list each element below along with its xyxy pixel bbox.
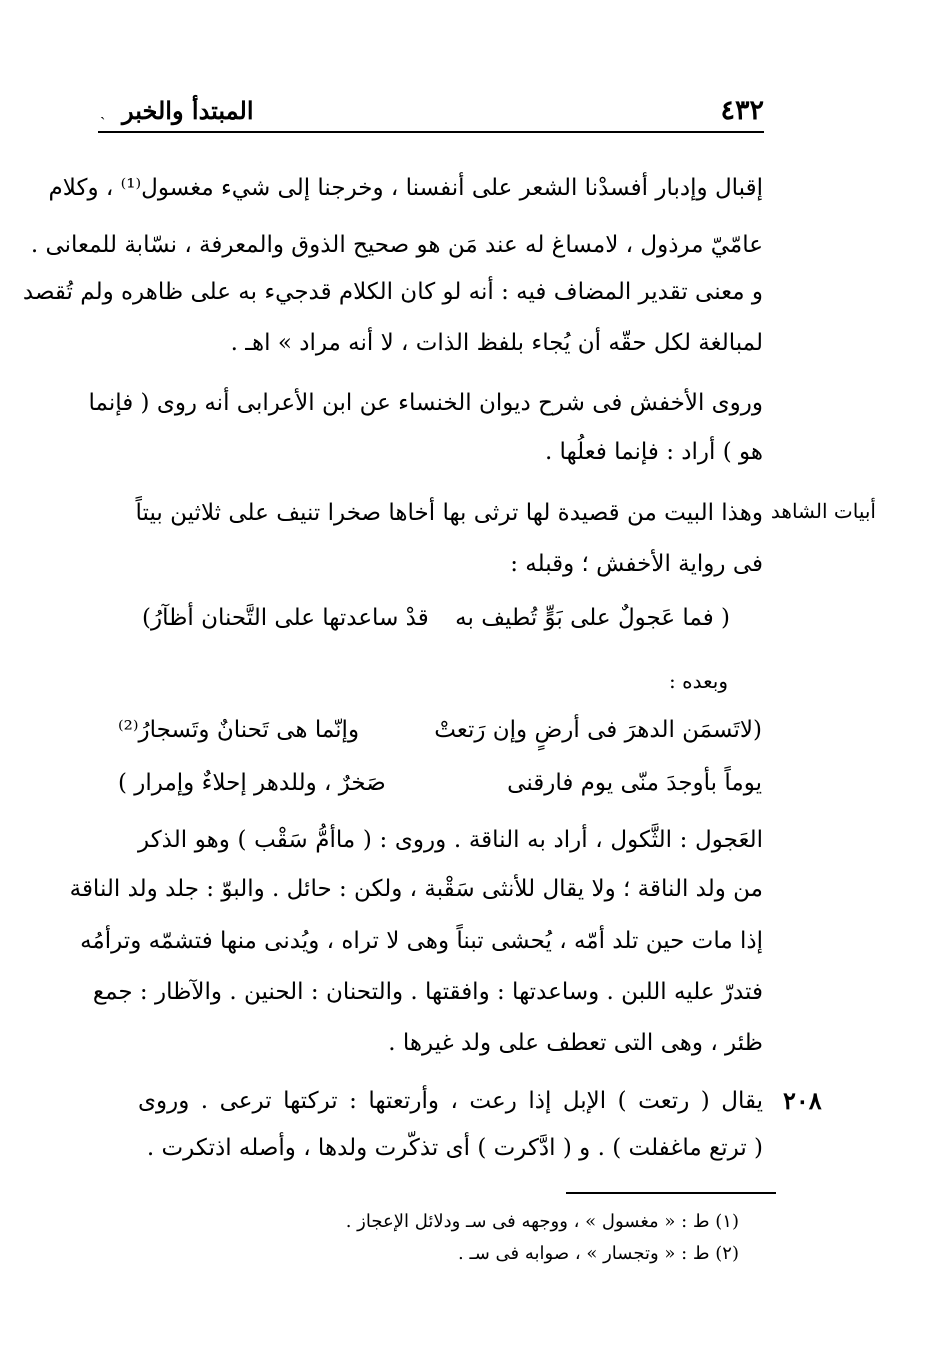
- header-mark: ˎ: [100, 101, 106, 120]
- text-line: فى رواية الأخفش ؛ وقبله :: [510, 551, 763, 577]
- verse-first-hemistich: يوماً بأوجدَ منّى يوم فارقنى: [507, 770, 762, 796]
- text-line: لمبالغة لكل حقّه أن يُجاء بلفظ الذات ، لا أنه مراد » اهـ .: [230, 330, 763, 356]
- text-line: ظئر ، وهى التى تعطف على ولد غيرها .: [388, 1030, 763, 1056]
- text-line: و معنى تقدير المضاف فيه : أنه لو كان الكلام قدجيء به على ظاهره ولم تُقصد: [22, 279, 763, 305]
- text-line: وهذا البيت من قصيدة لها ترثى بها أخاها صخرا تنيف على ثلاثين بيتاً: [135, 500, 763, 526]
- footnote: (١) ط : « مغسول » ، ووجهه فى سـ ودلائل الإعجاز .: [345, 1211, 739, 1232]
- text-line: يقال ( رتعت ) الإبل إذا رعت ، وأرتعتها : تركتها ترعى . وروى: [138, 1088, 763, 1114]
- text-line: عامّيّ مرذول ، لامساغ له عند مَن هو صحيح الذوق والمعرفة ، نسّابة للمعانى .: [30, 232, 763, 258]
- running-title: المبتدأ والخبر: [122, 96, 254, 125]
- verse-first-hemistich: ( فما عَجولٌ على بَوٍّ تُطيف به: [455, 605, 730, 631]
- after-label: وبعده :: [669, 669, 728, 693]
- verse-first-hemistich: (لاتَسمَن الدهرَ فى أرضٍ وإن رَتعتْ: [434, 717, 762, 743]
- margin-note: أبيات الشاهد: [770, 499, 876, 523]
- text-line: هو ) أراد : فإنما فعلُها .: [544, 439, 763, 465]
- text-line: ( ترتع ماغفلت ) . و ( ادَّكرت ) أى تذكّرت ولدها ، وأصله اذتكرت .: [146, 1135, 763, 1161]
- footnote: (٢) ط : « وتجسار » ، صوابه فى سـ .: [458, 1243, 739, 1264]
- footnote-rule: [566, 1192, 776, 1194]
- verse-second-hemistich: قدْ ساعدتها على التَّحنان أظآرُ): [142, 605, 429, 631]
- page-number: ٤٣٢: [720, 95, 764, 126]
- text-line: إذا مات حين تلد أمّه ، يُحشى تبناً وهى لا تراه ، ويُدنى منها فتشمّه وترأمُه: [80, 928, 763, 954]
- section-number: ٢٠٨: [783, 1086, 822, 1115]
- text-line: إقبال وإدبار أفسدْنا الشعر على أنفسنا ، وخرجنا إلى شيء مغسول⁽¹⁾ ، وكلام: [48, 175, 763, 201]
- verse-second-hemistich: صَخرٌ ، وللدهر إحلاءٌ وإمرار ): [118, 770, 386, 796]
- text-line: العَجول : الثَّكول ، أراد به الناقة . وروى : ( ماأمُّ سَقْب ) وهو الذكر: [138, 827, 763, 853]
- verse-second-hemistich: وإنّما هى تَحنانٌ وتَسجارُ⁽²⁾: [118, 717, 360, 743]
- text-line: فتدرّ عليه اللبن . وساعدتها : وافقتها . والتحنان : الحنين . والآظار : جمع: [92, 979, 763, 1005]
- text-line: وروى الأخفش فى شرح ديوان الخنساء عن ابن الأعرابى أنه روى ( فإنما: [88, 390, 763, 416]
- text-line: من ولد الناقة ؛ ولا يقال للأنثى سَقْبة ، ولكن : حائل . والبوّ : جلد ولد الناقة: [69, 876, 763, 902]
- page-header: [98, 95, 764, 133]
